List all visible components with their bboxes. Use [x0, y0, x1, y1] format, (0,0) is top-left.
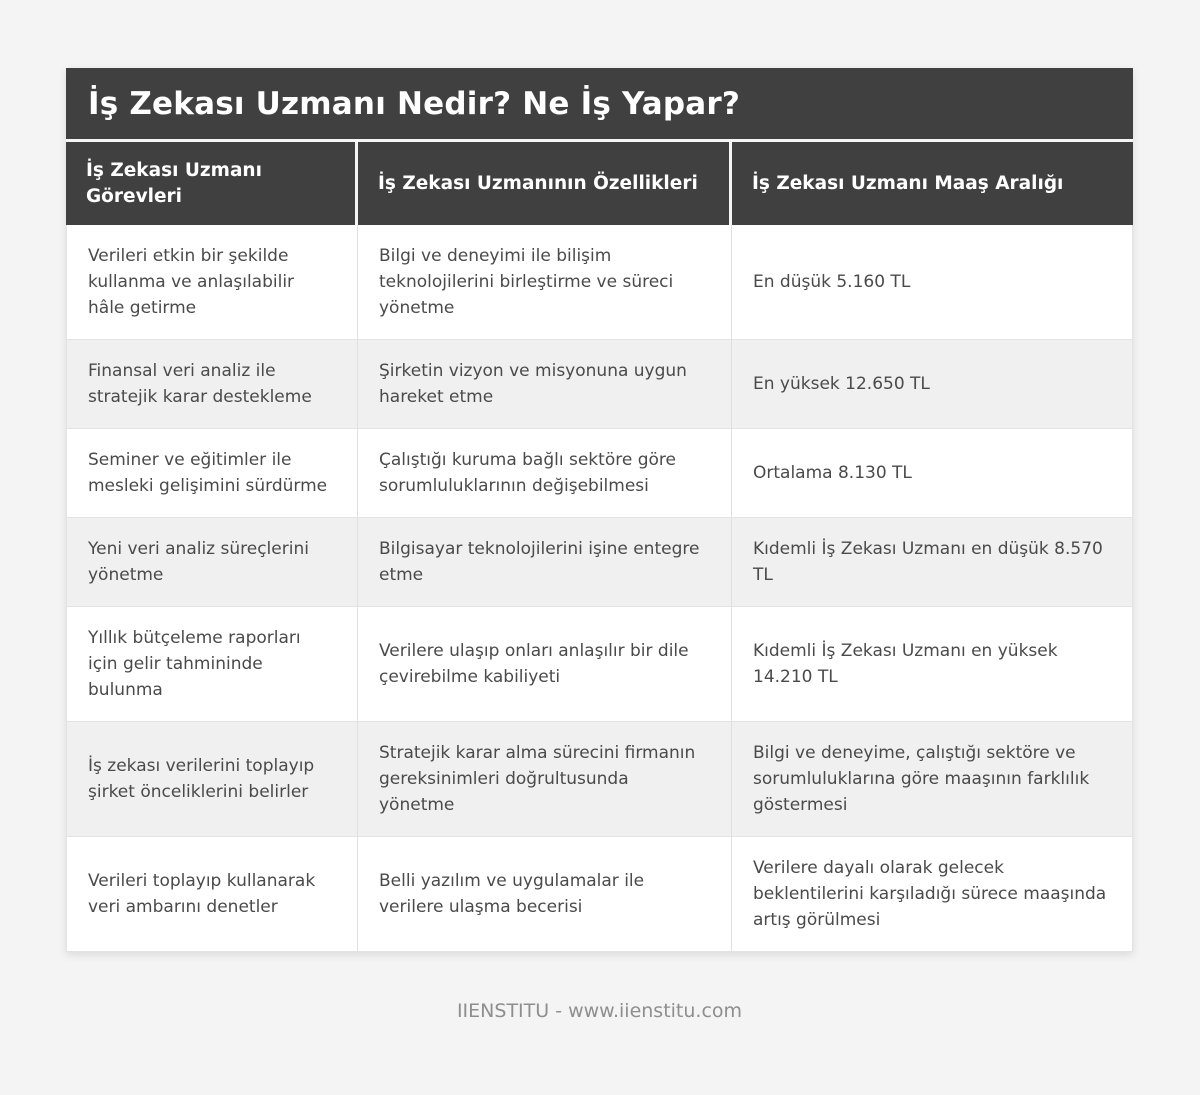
cell-duty: Yıllık bütçeleme raporları için gelir tahmininde bulunma	[67, 607, 358, 721]
cell-quality: Bilgisayar teknolojilerini işine entegre etme	[358, 518, 732, 606]
cell-quality: Şirketin vizyon ve misyonuna uygun hareket etme	[358, 340, 732, 428]
cell-quality: Bilgi ve deneyimi ile bilişim teknolojilerini birleştirme ve süreci yönetme	[358, 225, 732, 339]
page-title: İş Zekası Uzmanı Nedir? Ne İş Yapar?	[66, 68, 1133, 142]
cell-quality: Stratejik karar alma sürecini firmanın gereksinimleri doğrultusunda yönetme	[358, 722, 732, 836]
table-row	[67, 225, 1132, 340]
table-header-row	[66, 142, 1133, 225]
table-row	[67, 722, 1132, 837]
column-header-qualities: İş Zekası Uzmanının Özellikleri	[358, 142, 732, 225]
column-header-salary-range: İş Zekası Uzmanı Maaş Aralığı	[732, 142, 1133, 225]
cell-quality: Verilere ulaşıp onları anlaşılır bir dile çevirebilme kabiliyeti	[358, 607, 732, 721]
column-header-duties: İş Zekası Uzmanı Görevleri	[66, 142, 358, 225]
cell-salary: Bilgi ve deneyime, çalıştığı sektöre ve sorumluluklarına göre maaşının farklılık göstermesi	[753, 743, 1090, 815]
cell-salary: Kıdemli İş Zekası Uzmanı en yüksek 14.210 TL	[753, 641, 1058, 687]
cell-salary: En yüksek 12.650 TL	[753, 374, 930, 394]
cell-duty: Verileri etkin bir şekilde kullanma ve anlaşılabilir hâle getirme	[67, 225, 358, 339]
cell-salary: Verilere dayalı olarak gelecek beklentilerini karşıladığı sürece maaşında artış görülmesi	[753, 858, 1107, 930]
bi-specialist-table	[66, 68, 1133, 952]
cell-duty: Verileri toplayıp kullanarak veri ambarını denetler	[67, 837, 358, 951]
cell-duty: İş zekası verilerini toplayıp şirket önceliklerini belirler	[67, 722, 358, 836]
table-row	[67, 518, 1132, 607]
table-row	[67, 837, 1132, 951]
cell-quality: Çalıştığı kuruma bağlı sektöre göre sorumluluklarının değişebilmesi	[358, 429, 732, 517]
cell-salary: Ortalama 8.130 TL	[753, 463, 912, 483]
table-row	[67, 429, 1132, 518]
cell-quality: Belli yazılım ve uygulamalar ile verilere ulaşma becerisi	[358, 837, 732, 951]
cell-salary: Kıdemli İş Zekası Uzmanı en düşük 8.570 TL	[753, 539, 1103, 585]
cell-duty: Yeni veri analiz süreçlerini yönetme	[67, 518, 358, 606]
table-row	[67, 340, 1132, 429]
table-row	[67, 607, 1132, 722]
footer-credit: IIENSTITU - www.iienstitu.com	[456, 1000, 743, 1022]
cell-duty: Finansal veri analiz ile stratejik karar destekleme	[67, 340, 358, 428]
table-body	[66, 225, 1133, 952]
cell-salary: En düşük 5.160 TL	[753, 272, 911, 292]
cell-duty: Seminer ve eğitimler ile mesleki gelişimini sürdürme	[67, 429, 358, 517]
